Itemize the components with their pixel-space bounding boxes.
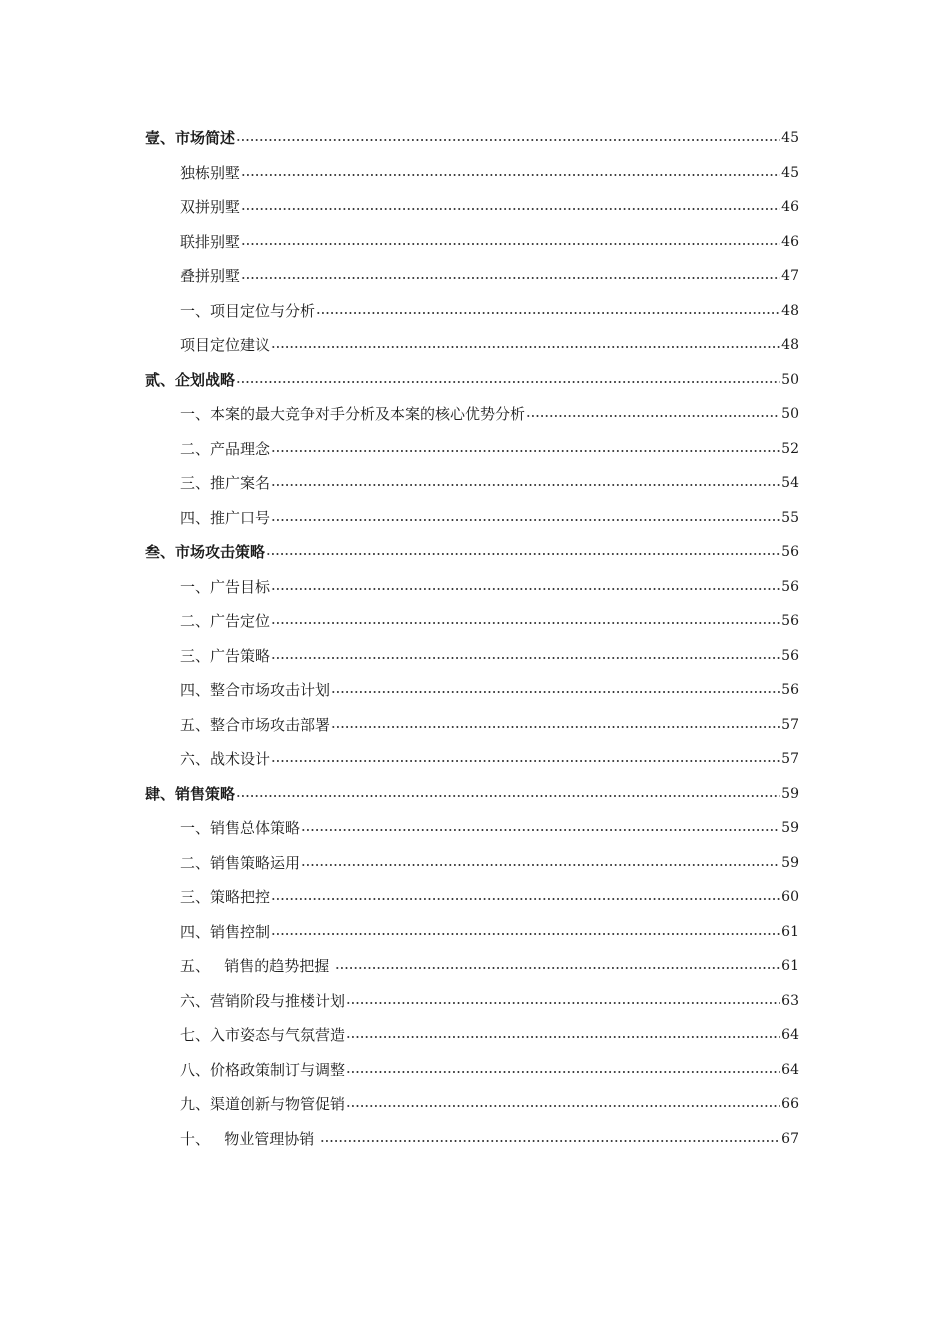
- toc-page-number: 56: [781, 578, 799, 595]
- dot-leader: [346, 1071, 780, 1073]
- toc-subsection-entry[interactable]: [0, 604, 799, 639]
- toc-entry-title: 三、广告策略: [180, 646, 271, 665]
- toc-page-number: 46: [781, 199, 799, 215]
- toc-entry-title: 七、入市姿态与气氛营造: [180, 1026, 346, 1044]
- toc-entry-title: 六、战术设计: [180, 750, 271, 768]
- toc-subsection-entry[interactable]: [0, 190, 799, 225]
- dot-leader: [266, 553, 780, 555]
- toc-entry-title: 四、整合市场攻击计划: [180, 681, 331, 699]
- toc-page-number: 50: [781, 371, 799, 388]
- toc-page-number: 47: [781, 268, 799, 284]
- toc-subsection-entry[interactable]: [0, 432, 799, 467]
- toc-page-number: 64: [781, 1027, 799, 1043]
- toc-entry-title: 叁、市场攻击策略: [145, 543, 266, 561]
- toc-page-number: 55: [781, 509, 799, 526]
- toc-subsection-entry[interactable]: [0, 984, 799, 1019]
- toc-page-number: 59: [781, 820, 799, 836]
- toc-entry-title: 六、营销阶段与推楼计划: [180, 991, 346, 1010]
- dot-leader: [346, 1105, 780, 1107]
- toc-subsection-entry[interactable]: [0, 1122, 799, 1157]
- toc-page-number: 45: [781, 130, 799, 146]
- dot-leader: [271, 484, 780, 486]
- dot-leader: [335, 967, 780, 969]
- toc-subsection-entry[interactable]: [0, 501, 799, 536]
- dot-leader: [316, 312, 780, 314]
- dot-leader: [241, 243, 780, 245]
- toc-entry-title: 四、推广口号: [180, 508, 271, 527]
- dot-leader: [331, 691, 780, 693]
- toc-subsection-entry[interactable]: [0, 811, 799, 846]
- toc-subsection-entry[interactable]: [0, 259, 799, 294]
- toc-page-number: 61: [781, 923, 799, 940]
- dot-leader: [346, 1036, 780, 1038]
- toc-subsection-entry[interactable]: [0, 156, 799, 191]
- toc-page-number: 50: [781, 406, 799, 422]
- toc-subsection-entry[interactable]: [0, 570, 799, 605]
- toc-page-number: 60: [781, 889, 799, 905]
- toc-entry-title: 五、 销售的趋势把握: [180, 957, 335, 975]
- toc-subsection-entry[interactable]: [0, 880, 799, 915]
- toc-subsection-entry[interactable]: [0, 1087, 799, 1122]
- toc-subsection-entry[interactable]: [0, 225, 799, 260]
- toc-subsection-entry[interactable]: [0, 673, 799, 708]
- toc-subsection-entry[interactable]: [0, 1018, 799, 1053]
- toc-page-number: 52: [781, 440, 799, 457]
- dot-leader: [236, 139, 780, 141]
- toc-subsection-entry[interactable]: [0, 639, 799, 674]
- toc-entry-title: 独栋别墅: [180, 163, 241, 182]
- dot-leader: [271, 622, 780, 624]
- toc-page-number: 48: [781, 337, 799, 353]
- toc-page-number: 54: [781, 475, 799, 491]
- toc-page-number: 63: [781, 992, 799, 1009]
- toc-subsection-entry[interactable]: [0, 328, 799, 363]
- toc-entry-title: 叠拼别墅: [180, 267, 241, 285]
- dot-leader: [271, 760, 780, 762]
- dot-leader: [271, 450, 780, 452]
- dot-leader: [271, 519, 780, 521]
- toc-entry-title: 贰、企划战略: [145, 370, 236, 389]
- toc-entry-title: 一、项目定位与分析: [180, 301, 316, 320]
- toc-section-entry[interactable]: [0, 535, 799, 570]
- toc-entry-title: 二、产品理念: [180, 439, 271, 458]
- toc-entry-title: 八、价格政策制订与调整: [180, 1060, 346, 1079]
- toc-page-number: 66: [781, 1096, 799, 1112]
- toc-page-number: 48: [781, 302, 799, 319]
- toc-page-number: 57: [781, 751, 799, 767]
- dot-leader: [526, 415, 780, 417]
- toc-page-number: 64: [781, 1061, 799, 1078]
- dot-leader: [236, 795, 780, 797]
- toc-entry-title: 四、销售控制: [180, 922, 271, 941]
- toc-page-number: 56: [781, 647, 799, 664]
- toc-page-number: 59: [781, 854, 799, 871]
- toc-subsection-entry[interactable]: [0, 742, 799, 777]
- toc-subsection-entry[interactable]: [0, 397, 799, 432]
- dot-leader: [346, 1002, 780, 1004]
- dot-leader: [271, 346, 780, 348]
- toc-entry-title: 联排别墅: [180, 232, 241, 251]
- toc-subsection-entry[interactable]: [0, 846, 799, 881]
- toc-entry-title: 五、整合市场攻击部署: [180, 715, 331, 734]
- toc-entry-title: 十、 物业管理协销: [180, 1129, 320, 1148]
- dot-leader: [301, 829, 780, 831]
- toc-subsection-entry[interactable]: [0, 294, 799, 329]
- dot-leader: [241, 208, 780, 210]
- toc-section-entry[interactable]: [0, 121, 799, 156]
- toc-entry-title: 壹、市场简述: [145, 129, 236, 147]
- toc-entry-title: 项目定位建议: [180, 336, 271, 354]
- toc-subsection-entry[interactable]: [0, 949, 799, 984]
- toc-page-number: 57: [781, 716, 799, 733]
- toc-section-entry[interactable]: [0, 777, 799, 812]
- toc-page-number: 45: [781, 164, 799, 181]
- toc-entry-title: 三、推广案名: [180, 474, 271, 492]
- table-of-contents: [0, 121, 950, 1156]
- toc-subsection-entry[interactable]: [0, 1053, 799, 1088]
- toc-page-number: 56: [781, 682, 799, 698]
- dot-leader: [271, 933, 780, 935]
- dot-leader: [236, 381, 780, 383]
- toc-page-number: 67: [781, 1130, 799, 1147]
- toc-page-number: 61: [781, 958, 799, 974]
- toc-page-number: 46: [781, 233, 799, 250]
- dot-leader: [271, 588, 780, 590]
- toc-entry-title: 一、销售总体策略: [180, 819, 301, 837]
- toc-page-number: 56: [781, 613, 799, 629]
- toc-entry-title: 肆、销售策略: [145, 784, 236, 803]
- dot-leader: [271, 898, 780, 900]
- toc-subsection-entry[interactable]: [0, 708, 799, 743]
- toc-entry-title: 二、广告定位: [180, 612, 271, 630]
- toc-entry-title: 三、策略把控: [180, 888, 271, 906]
- toc-entry-title: 九、渠道创新与物管促销: [180, 1095, 346, 1113]
- dot-leader: [301, 864, 780, 866]
- toc-entry-title: 二、销售策略运用: [180, 853, 301, 872]
- dot-leader: [320, 1140, 780, 1142]
- dot-leader: [241, 174, 780, 176]
- toc-entry-title: 双拼别墅: [180, 198, 241, 216]
- toc-section-entry[interactable]: [0, 363, 799, 398]
- dot-leader: [241, 277, 780, 279]
- toc-page-number: 59: [781, 785, 799, 802]
- dot-leader: [271, 657, 780, 659]
- dot-leader: [331, 726, 780, 728]
- toc-entry-title: 一、本案的最大竞争对手分析及本案的核心优势分析: [180, 405, 526, 423]
- toc-subsection-entry[interactable]: [0, 915, 799, 950]
- toc-page-number: 56: [781, 544, 799, 560]
- toc-entry-title: 一、广告目标: [180, 577, 271, 596]
- toc-subsection-entry[interactable]: [0, 466, 799, 501]
